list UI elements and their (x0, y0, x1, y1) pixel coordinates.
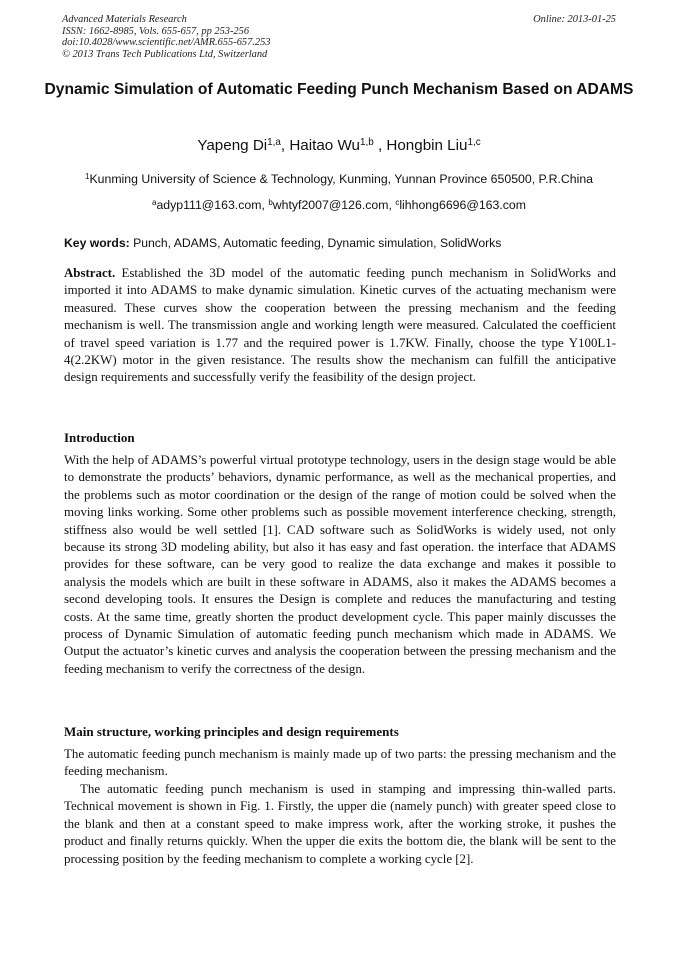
journal-copyright: © 2013 Trans Tech Publications Ltd, Switzerland (62, 48, 268, 60)
keywords-label: Key words: (64, 236, 130, 250)
email-address: whtyf2007@126.com (272, 198, 389, 212)
email-separator: , (261, 198, 269, 212)
email-superscript: c (395, 197, 400, 207)
affiliation (40, 171, 638, 189)
abstract-text: Established the 3D model of the automatic feeding punch mechanism in SolidWorks and imported it into ADAMS to make dynamic simulation. Kinetic curves of the actuating mechanism were measured. These curves show the cooperation between the pressing mechanism and the feeding mechanism is well. The transmission angle and working length were measured. Calculated the coefficient of travel speed variation is 1.77 and the required power is 1.7KW. Finally, choose the type Y100L1-4(2.2KW) motor in the given resistance. The results show the mechanism can fulfill the anticipative design requirements and successfully verify the feasibility of the design project. (64, 266, 616, 385)
email-separator: , (388, 198, 396, 212)
author-superscript: 1,c (467, 136, 481, 148)
introduction-text: With the help of ADAMS’s powerful virtual prototype technology, users in the design stage would be able to demonstrate the products’ behaviors, dynamic performance, as well as the mechanical properties, and the problems such as motor coordination or the design of the range of motion could be solved when the moving links working. Some other problems such as possible movement interference checking, strength, stiffness also would be well settled [1]. CAD software such as SolidWorks is widely used, not only because its strong 3D modeling ability, but also it has easy and fast operation. the interface that ADAMS provides for these software, can be very good to realize the data exchange and makes it possible to analysis the models which are built in these software in ADAMS, also it makes the ADAMS becomes a second developing tools. It ensures the Design is complete and reduces the manufacturing and testing costs. At the same time, greatly shorten the product development cycle. This paper mainly discusses the process of Dynamic Simulation of automatic feeding punch mechanism which made in ADAMS. We Output the actuator’s kinetic curves and analysis the cooperation between the pressing mechanism and the feeding mechanism to verify the correctness of the design. (64, 453, 616, 676)
author-name: Haitao Wu (289, 137, 360, 154)
author-superscript: 1,b (359, 136, 374, 148)
keywords-text: Punch, ADAMS, Automatic feeding, Dynamic simulation, SolidWorks (129, 236, 502, 250)
abstract-label: Abstract. (64, 266, 116, 280)
author-superscript: 1,a (267, 136, 281, 148)
affiliation-text: Kunming University of Science & Technology, Kunming, Yunnan Province 650500, P.R.China (89, 172, 594, 186)
abstract (64, 265, 616, 387)
email-address: lihhong6696@163.com (399, 198, 526, 212)
author-separator: , (280, 137, 290, 154)
affiliation-superscript: 1 (84, 171, 90, 181)
author-name: Yapeng Di (197, 137, 268, 154)
author-list (40, 136, 638, 158)
journal-header (62, 14, 616, 60)
author-name: Hongbin Liu (386, 137, 468, 154)
email-superscript: b (268, 197, 273, 207)
online-date: Online: 2013-01-25 (533, 14, 616, 25)
email-superscript: a (152, 197, 157, 207)
email-list (40, 197, 638, 215)
author-separator: , (373, 137, 387, 154)
main-structure-paragraph-2: The automatic feeding punch mechanism is used in stamping and impressing thin-walled parts. Technical movement is shown in Fig. 1. Firstly, the upper die (namely punch) with greater speed close to the blank and then at a constant speed to make impress work, after the working stroke, it pushes the product and finally returns quickly. When the upper die exits the bottom die, the blank will be sent to the processing position by the feeding mechanism to complete a working cycle [2]. (64, 782, 616, 866)
main-structure-heading: Main structure, working principles and design requirements (64, 724, 399, 739)
journal-doi: doi:10.4028/www.scientific.net/AMR.655-657.253 (62, 37, 271, 48)
paper-title: Dynamic Simulation of Automatic Feeding Punch Mechanism Based on ADAMS (44, 81, 634, 98)
keywords (64, 235, 616, 251)
journal-name: Advanced Materials Research (62, 14, 187, 25)
introduction-heading: Introduction (64, 430, 135, 445)
email-address: adyp111@163.com (156, 198, 262, 212)
main-structure-paragraph-1: The automatic feeding punch mechanism is mainly made up of two parts: the pressing mechanism and the feeding mechanism. (64, 747, 616, 779)
journal-issn: ISSN: 1662-8985, Vols. 655-657, pp 253-256 (62, 25, 250, 37)
